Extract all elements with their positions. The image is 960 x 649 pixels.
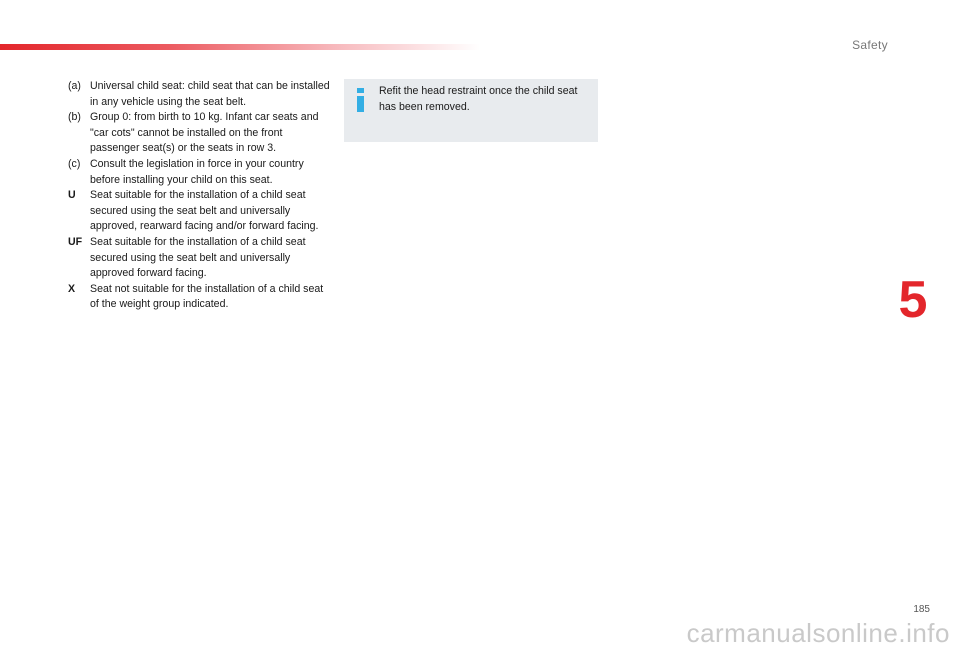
legend-list <box>68 79 330 313</box>
legend-item-u <box>68 188 330 235</box>
page-number: 185 <box>913 604 930 615</box>
chapter-number: 5 <box>898 271 928 329</box>
watermark: carmanualsonline.info <box>686 618 950 648</box>
header-accent-bar <box>0 44 480 50</box>
info-text: Refit the head restraint once the child seat has been removed. <box>379 85 578 113</box>
legend-item-x <box>68 282 330 313</box>
legend-key: (c) <box>68 157 81 170</box>
legend-text: Universal child seat: child seat that can be installed in any vehicle using the seat belt. <box>90 80 330 108</box>
legend-text: Seat not suitable for the installation of a child seat of the weight group indicated. <box>90 282 324 311</box>
legend-item-a <box>68 79 330 110</box>
legend-key: (a) <box>68 80 81 92</box>
legend-text: Group 0: from birth to 10 kg. Infant car seats and "car cots" cannot be installed on the front passenger seat(s) or the seats in row 3. <box>90 111 319 155</box>
legend-item-c <box>68 157 330 188</box>
legend-text: Seat suitable for the installation of a child seat secured using the seat belt and universally approved forward facing. <box>90 235 306 280</box>
legend-key: U <box>68 189 76 202</box>
info-icon <box>357 88 364 112</box>
legend-key: UF <box>68 235 83 248</box>
section-title: Safety <box>852 38 888 52</box>
legend-item-b <box>68 110 330 157</box>
legend-text: Seat suitable for the installation of a child seat secured using the seat belt and universally approved, rearward facing and/or forward facing. <box>90 189 319 233</box>
legend-text: Consult the legislation in force in your country before installing your child on this seat. <box>90 157 304 186</box>
legend-item-uf <box>68 235 330 282</box>
legend-key: X <box>68 282 76 295</box>
legend-key: (b) <box>68 111 81 124</box>
info-box <box>344 79 598 142</box>
